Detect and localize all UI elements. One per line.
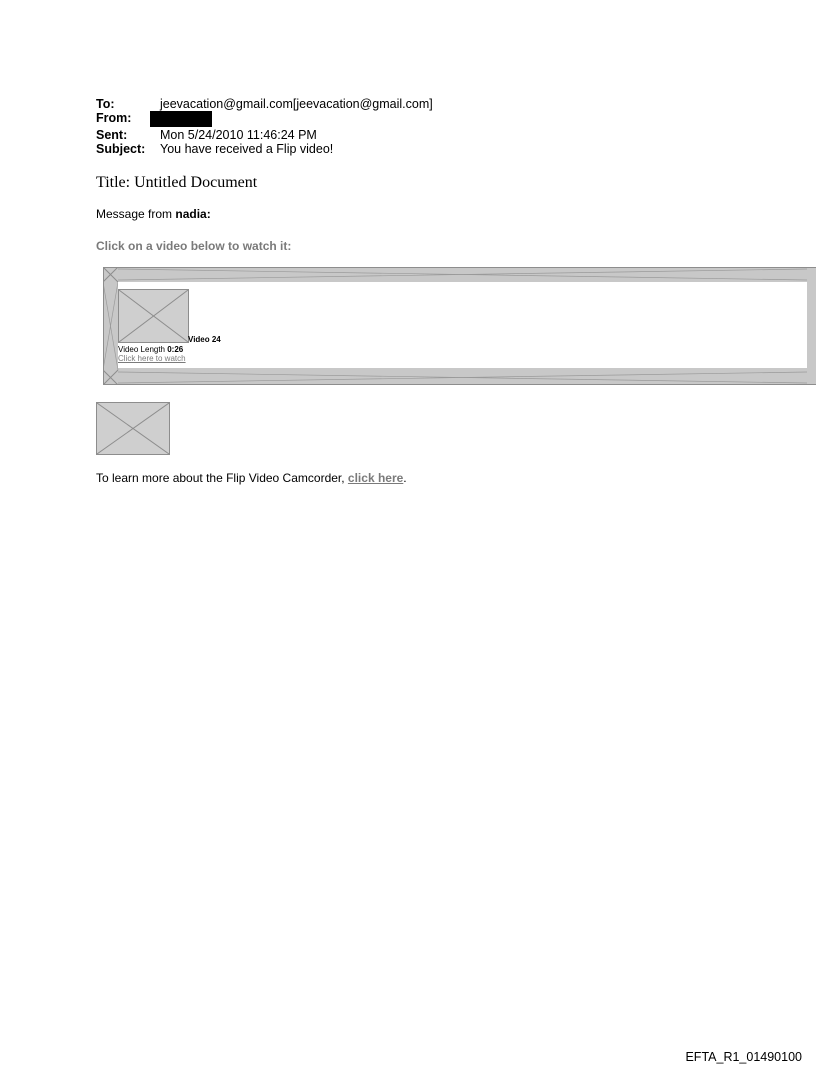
sent-value: Mon 5/24/2010 11:46:24 PM	[160, 128, 317, 142]
sent-row	[96, 128, 317, 142]
subject-value: You have received a Flip video!	[160, 142, 334, 156]
from-label: From:	[96, 111, 132, 125]
to-label: To:	[96, 97, 115, 111]
message-line	[96, 207, 211, 221]
to-value: jeevacation@gmail.com[jeevacation@gmail.com]	[160, 97, 433, 111]
document-id: EFTA_R1_01490100	[685, 1050, 802, 1064]
frame-inner	[118, 282, 807, 368]
sent-label: Sent:	[96, 128, 128, 142]
subject-label: Subject:	[96, 142, 146, 156]
video-frame-placeholder	[103, 267, 816, 385]
video-thumbnail[interactable]	[118, 289, 189, 343]
video-length-value: 0:26	[167, 345, 184, 354]
broken-image-icon	[97, 403, 169, 454]
redaction-bar	[150, 111, 212, 127]
video-length	[118, 345, 183, 354]
broken-image-icon	[119, 290, 188, 342]
document-title: Title: Untitled Document	[96, 174, 258, 191]
subject-row	[96, 142, 333, 156]
learn-more-link[interactable]: click here	[347, 471, 404, 485]
learn-more-line	[96, 471, 407, 485]
video-length-label: Video Length	[118, 345, 168, 354]
watch-instruction: Click on a video below to watch it:	[96, 239, 292, 253]
video-title: Video 24	[188, 335, 221, 344]
learn-more-prefix: To learn more about the Flip Video Camcorder,	[96, 471, 348, 485]
to-row	[96, 97, 433, 111]
message-sender: nadia:	[175, 207, 211, 221]
learn-more-suffix: .	[403, 471, 407, 485]
flip-logo-placeholder	[96, 402, 170, 455]
watch-link[interactable]: Click here to watch	[118, 354, 186, 363]
from-row	[96, 111, 212, 127]
message-prefix: Message from	[96, 207, 176, 221]
